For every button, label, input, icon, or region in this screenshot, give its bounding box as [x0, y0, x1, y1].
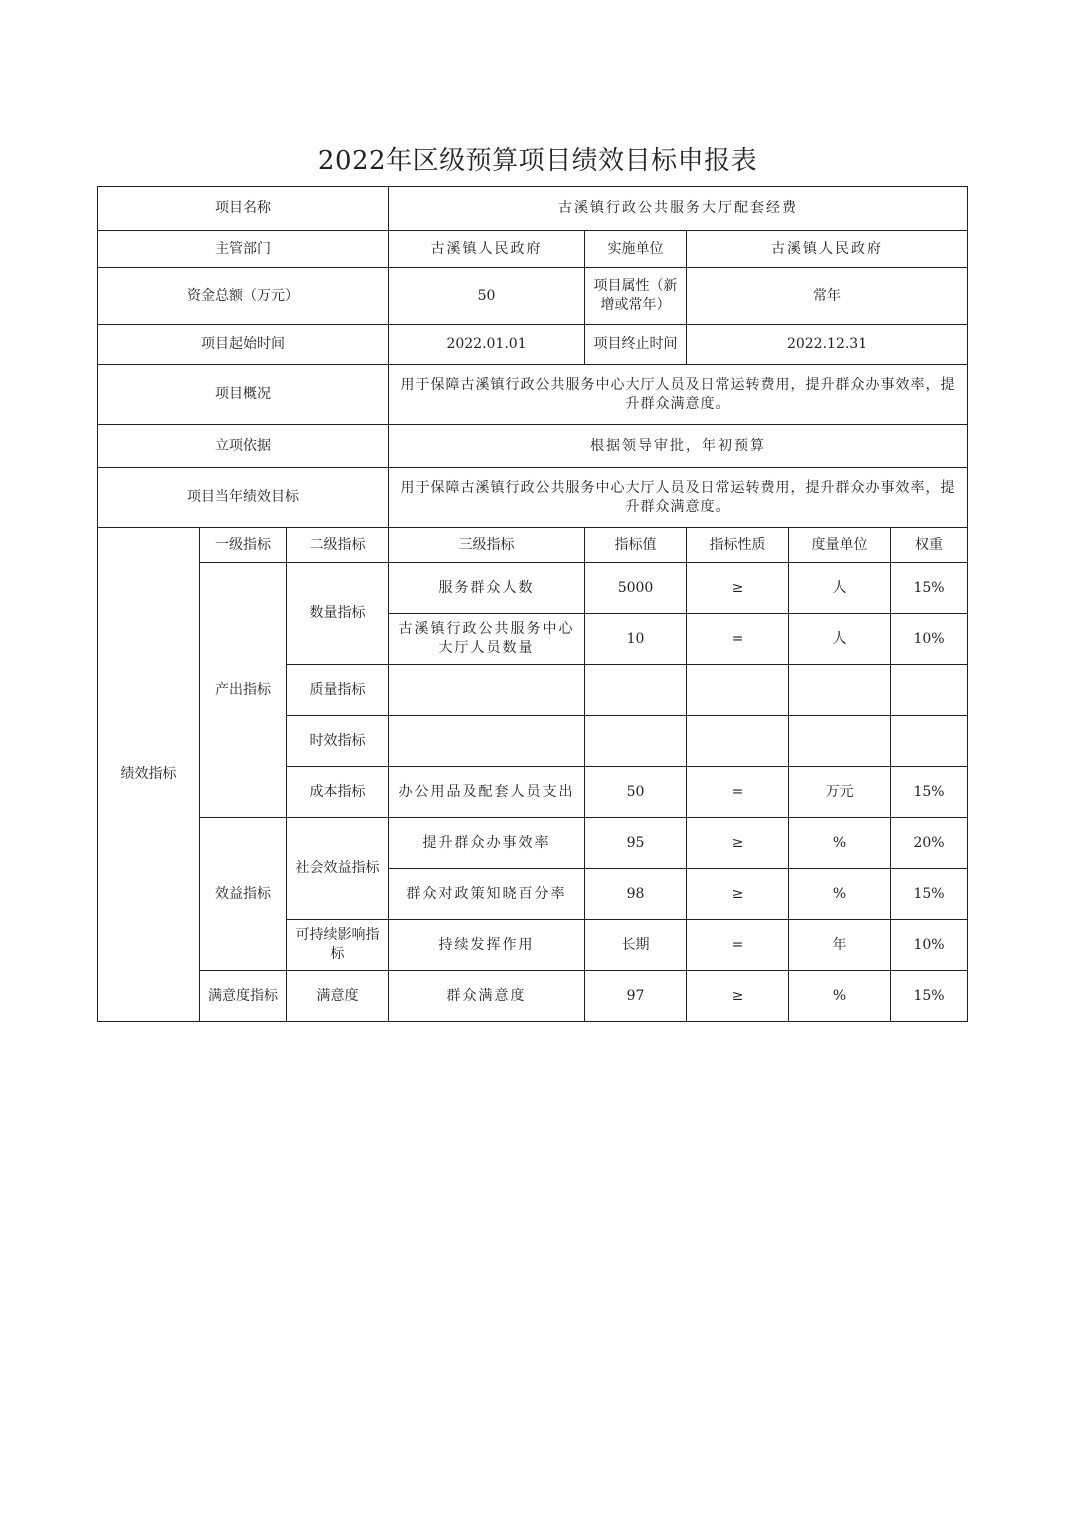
- level1-benefit: 效益指标: [200, 818, 287, 971]
- header-unit: 度量单位: [789, 528, 891, 563]
- end-value: 2022.12.31: [687, 325, 968, 365]
- level1-satisfaction: 满意度指标: [200, 971, 287, 1022]
- indicator-weight: 15%: [891, 869, 968, 920]
- indicator-nature: ≥: [687, 563, 789, 614]
- attr-label: 项目属性（新增或常年）: [585, 268, 687, 325]
- level1-output: 产出指标: [200, 563, 287, 818]
- indicator-nature: ≥: [687, 818, 789, 869]
- overview-value: 用于保障古溪镇行政公共服务中心大厅人员及日常运转费用，提升群众办事效率，提升群众满意度。: [389, 365, 968, 425]
- empty-cell: [891, 665, 968, 716]
- indicator-unit: 人: [789, 563, 891, 614]
- indicator-nature: ≥: [687, 869, 789, 920]
- table-row: [98, 563, 968, 614]
- overview-row: [98, 365, 968, 425]
- indicator-value: 50: [585, 767, 687, 818]
- level3-name: 服务群众人数: [389, 563, 585, 614]
- level3-name: 提升群众办事效率: [389, 818, 585, 869]
- level3-name: 持续发挥作用: [389, 920, 585, 971]
- funds-label: 资金总额（万元）: [98, 268, 389, 325]
- header-value: 指标值: [585, 528, 687, 563]
- dept-value: 古溪镇人民政府: [389, 231, 585, 268]
- department-row: [98, 231, 968, 268]
- empty-cell: [585, 665, 687, 716]
- project-name-value: 古溪镇行政公共服务大厅配套经费: [389, 187, 968, 231]
- header-level1: 一级指标: [200, 528, 287, 563]
- level2-quality: 质量指标: [287, 665, 389, 716]
- indicator-nature: =: [687, 920, 789, 971]
- project-name-label: 项目名称: [98, 187, 389, 231]
- indicator-weight: 20%: [891, 818, 968, 869]
- level2-timeliness: 时效指标: [287, 716, 389, 767]
- empty-cell: [789, 716, 891, 767]
- table-row: [98, 971, 968, 1022]
- end-label: 项目终止时间: [585, 325, 687, 365]
- indicator-value: 10: [585, 614, 687, 665]
- goal-value: 用于保障古溪镇行政公共服务中心大厅人员及日常运转费用，提升群众办事效率，提升群众满意度。: [389, 468, 968, 528]
- level3-name: 古溪镇行政公共服务中心大厅人员数量: [389, 614, 585, 665]
- dates-row: [98, 325, 968, 365]
- indicator-header-row: [98, 528, 968, 563]
- header-nature: 指标性质: [687, 528, 789, 563]
- level2-satisfaction: 满意度: [287, 971, 389, 1022]
- level3-name: 办公用品及配套人员支出: [389, 767, 585, 818]
- funds-row: [98, 268, 968, 325]
- indicator-unit: 人: [789, 614, 891, 665]
- header-weight: 权重: [891, 528, 968, 563]
- header-level2: 二级指标: [287, 528, 389, 563]
- empty-cell: [789, 665, 891, 716]
- indicator-value: 5000: [585, 563, 687, 614]
- header-level3: 三级指标: [389, 528, 585, 563]
- indicator-section-label: 绩效指标: [98, 528, 200, 1022]
- level2-sustainable: 可持续影响指标: [287, 920, 389, 971]
- level2-social: 社会效益指标: [287, 818, 389, 920]
- indicator-weight: 15%: [891, 767, 968, 818]
- empty-cell: [585, 716, 687, 767]
- attr-value: 常年: [687, 268, 968, 325]
- indicator-unit: 万元: [789, 767, 891, 818]
- empty-cell: [687, 716, 789, 767]
- overview-label: 项目概况: [98, 365, 389, 425]
- basis-row: [98, 425, 968, 468]
- indicator-nature: ≥: [687, 971, 789, 1022]
- impl-value: 古溪镇人民政府: [687, 231, 968, 268]
- empty-cell: [891, 716, 968, 767]
- indicator-weight: 15%: [891, 563, 968, 614]
- funds-value: 50: [389, 268, 585, 325]
- goal-row: [98, 468, 968, 528]
- empty-cell: [687, 665, 789, 716]
- indicator-value: 97: [585, 971, 687, 1022]
- indicator-weight: 10%: [891, 920, 968, 971]
- page-title: 2022年区级预算项目绩效目标申报表: [317, 146, 758, 176]
- level3-name: 群众对政策知晓百分率: [389, 869, 585, 920]
- empty-cell: [389, 665, 585, 716]
- start-label: 项目起始时间: [98, 325, 389, 365]
- indicator-weight: 15%: [891, 971, 968, 1022]
- indicator-unit: %: [789, 971, 891, 1022]
- indicator-unit: 年: [789, 920, 891, 971]
- indicator-nature: =: [687, 767, 789, 818]
- dept-label: 主管部门: [98, 231, 389, 268]
- performance-target-form: [97, 186, 968, 1022]
- start-value: 2022.01.01: [389, 325, 585, 365]
- basis-value: 根据领导审批，年初预算: [389, 425, 968, 468]
- indicator-value: 98: [585, 869, 687, 920]
- indicator-nature: =: [687, 614, 789, 665]
- empty-cell: [389, 716, 585, 767]
- indicator-unit: %: [789, 818, 891, 869]
- indicator-unit: %: [789, 869, 891, 920]
- level2-cost: 成本指标: [287, 767, 389, 818]
- indicator-value: 95: [585, 818, 687, 869]
- basis-label: 立项依据: [98, 425, 389, 468]
- impl-label: 实施单位: [585, 231, 687, 268]
- indicator-weight: 10%: [891, 614, 968, 665]
- indicator-value: 长期: [585, 920, 687, 971]
- level3-name: 群众满意度: [389, 971, 585, 1022]
- table-row: [98, 818, 968, 869]
- project-name-row: [98, 187, 968, 231]
- level2-quantity: 数量指标: [287, 563, 389, 665]
- goal-label: 项目当年绩效目标: [98, 468, 389, 528]
